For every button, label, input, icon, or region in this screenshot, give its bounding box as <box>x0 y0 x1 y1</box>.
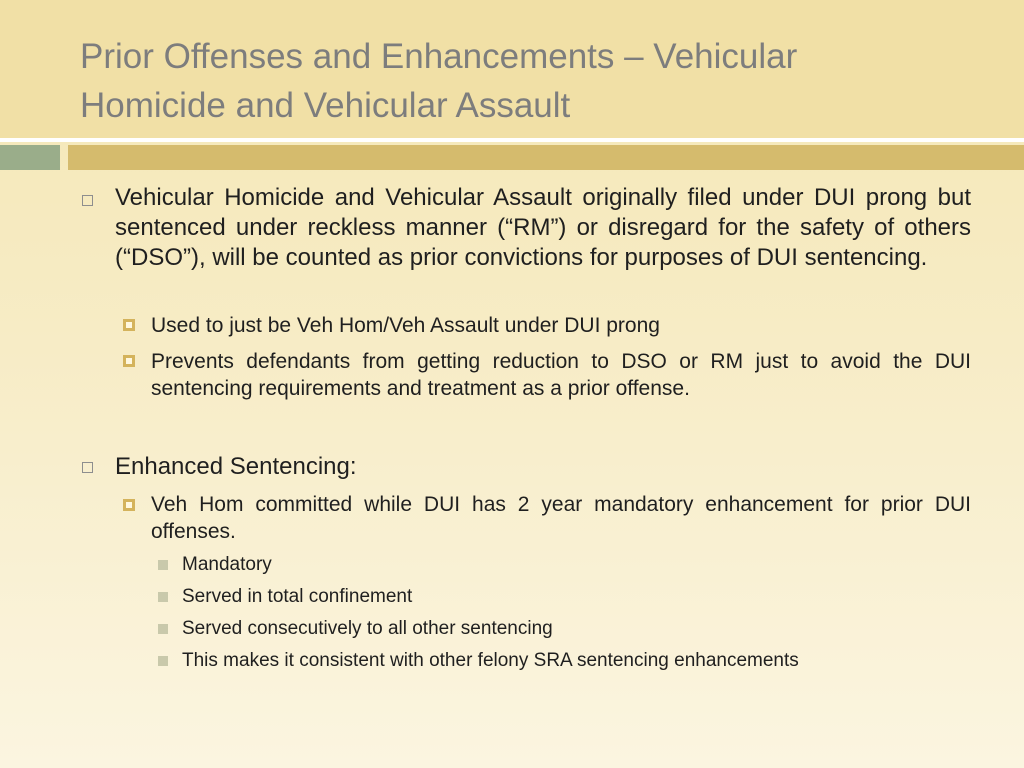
bullet-vehicular-prior-convictions: Vehicular Homicide and Vehicular Assault originally filed under DUI prong but sentenced under reckless manner (“RM”) or disregard for the safety of others (“DSO”), will be counted as prior convictions for purposes of DUI sentencing. <box>115 184 971 271</box>
list-item-consistent-sra: This makes it consistent with other felony SRA sentencing enhancements <box>182 650 799 671</box>
slide-title-line-2: Homicide and Vehicular Assault <box>80 86 571 125</box>
bullet-enhanced-sentencing: Enhanced Sentencing: <box>115 453 357 480</box>
hollow-square-bullet-icon <box>82 462 93 473</box>
divider-rule <box>0 138 1024 142</box>
sub-bullet-used-to-be: Used to just be Veh Hom/Veh Assault under DUI prong <box>151 314 660 337</box>
accent-bar-gold <box>68 145 1024 170</box>
small-square-bullet-icon <box>158 592 168 602</box>
gold-square-bullet-icon <box>123 355 135 367</box>
slide-title-line-1: Prior Offenses and Enhancements – Vehicular <box>80 37 798 76</box>
list-item-mandatory: Mandatory <box>182 554 272 575</box>
small-square-bullet-icon <box>158 560 168 570</box>
sub-bullet-veh-hom-enhancement: Veh Hom committed while DUI has 2 year mandatory enhancement for prior DUI offenses. <box>151 493 971 543</box>
gold-square-bullet-icon <box>123 319 135 331</box>
accent-bar-green <box>0 145 60 170</box>
gold-square-bullet-icon <box>123 499 135 511</box>
slide-title <box>80 32 980 130</box>
small-square-bullet-icon <box>158 656 168 666</box>
small-square-bullet-icon <box>158 624 168 634</box>
sub-bullet-prevents-reduction: Prevents defendants from getting reduction to DSO or RM just to avoid the DUI sentencing requirements and treatment as a prior offense. <box>151 350 971 400</box>
list-item-consecutive: Served consecutively to all other sentencing <box>182 618 553 639</box>
list-item-total-confinement: Served in total confinement <box>182 586 413 607</box>
hollow-square-bullet-icon <box>82 195 93 206</box>
